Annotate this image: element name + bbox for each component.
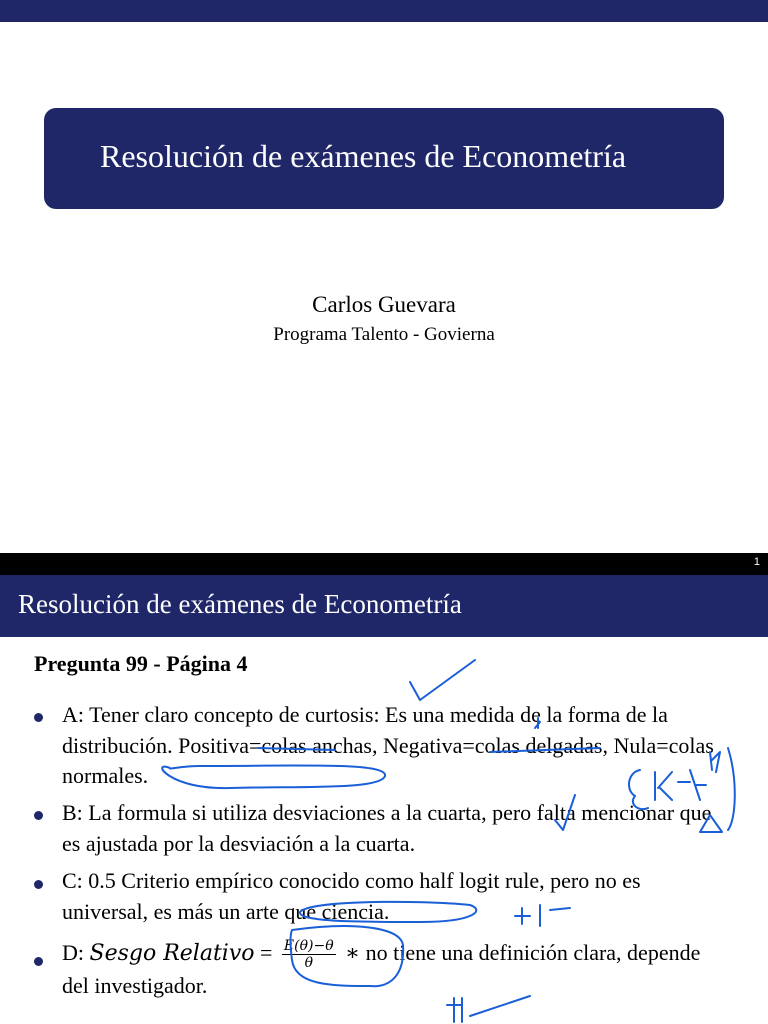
slide-title: Resolución de exámenes de Econometría xyxy=(100,138,627,174)
question-heading: Pregunta 99 - Página 4 xyxy=(34,651,248,676)
top-bar xyxy=(0,0,768,22)
bullet-dot xyxy=(34,880,43,889)
bullet-dot xyxy=(34,713,43,722)
bullet-d-suffix: no tiene una definición clara, depende del investigador. xyxy=(62,940,701,999)
page-number: 1 xyxy=(753,556,760,568)
author-name: Carlos Guevara xyxy=(312,292,456,317)
formula-name: Sesgo Relativo xyxy=(89,941,255,966)
formula-fraction xyxy=(282,938,336,971)
bullet-dot xyxy=(34,957,43,966)
bullet-b: B: La formula si utiliza desviaciones a la cuarta, pero falta mencionar que es ajustada por la desviación a la cuarta. xyxy=(62,800,712,856)
formula-equals: = xyxy=(254,940,278,965)
bullet-dot xyxy=(34,811,43,820)
bullet-d xyxy=(62,938,722,1002)
slide-divider xyxy=(0,553,768,575)
slide2-title: Resolución de exámenes de Econometría xyxy=(18,589,462,619)
slide2-header-bar xyxy=(0,575,768,637)
formula-denominator: θ xyxy=(304,955,313,972)
bullet-d-prefix: D: xyxy=(62,940,90,965)
formula-times: ∗ xyxy=(339,940,366,965)
bracket-right xyxy=(728,748,735,830)
affiliation: Programa Talento - Govierna xyxy=(273,324,495,345)
title-banner xyxy=(44,108,724,209)
checkmark-stroke xyxy=(410,660,475,700)
formula-numerator: E(θ)−θ xyxy=(283,938,334,955)
bullet-c: C: 0.5 Criterio empírico conocido como half logit rule, pero no es universal, es más un arte que ciencia. xyxy=(62,868,641,924)
bullet-a: A: Tener claro concepto de curtosis: Es una medida de la forma de la distribución. Positiva=colas anchas, Negativa=colas delgadas, Nula=colas normales. xyxy=(62,702,714,788)
